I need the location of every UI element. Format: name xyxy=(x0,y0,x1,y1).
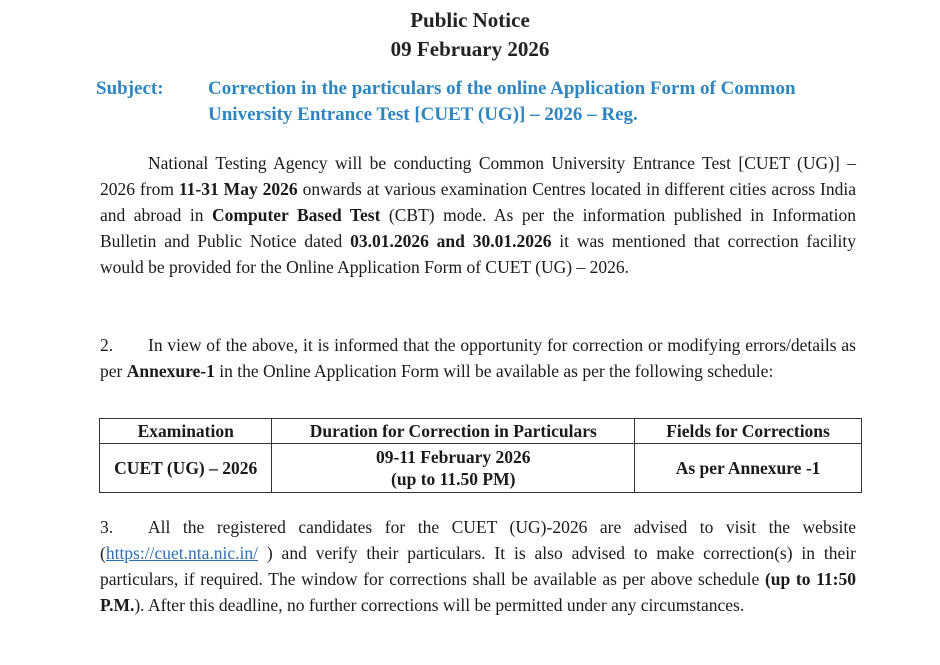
duration-time: (up to 11.50 PM) xyxy=(391,469,516,489)
p3-text: ) and verify their particulars. It is also advised to make correction(s) in their particulars, if required. The window for corrections shall be available as per above schedule xyxy=(100,543,856,589)
header-duration: Duration for Correction in Particulars xyxy=(272,419,635,444)
p1-text: National Testing Agency will be conducting Common University Entrance Test [CUET (UG)] – 2026 from xyxy=(100,153,856,199)
p3-text: All the registered candidates for the CUET (UG)-2026 are advised to visit the website ( xyxy=(100,517,856,563)
deadline-time: (up to 11:50 P.M. xyxy=(100,569,856,615)
cell-duration xyxy=(272,444,635,493)
header-fields: Fields for Corrections xyxy=(635,419,862,444)
p1-text: onwards at various examination Centres located in different cities across India and abroad in xyxy=(100,179,856,225)
notice-date: 09 February 2026 xyxy=(390,37,550,61)
p3-text: ). After this deadline, no further corrections will be permitted under any circumstances. xyxy=(134,595,745,615)
cuet-website-link[interactable]: https://cuet.nta.nic.in/ xyxy=(105,543,258,563)
p1-text: (CBT) mode. As per the information published in Information Bulletin and Public Notice dated xyxy=(100,205,856,251)
cell-examination: CUET (UG) – 2026 xyxy=(100,444,272,493)
p1-text: it was mentioned that correction facility would be provided for the Online Application Form of CUET (UG) – 2026. xyxy=(100,231,856,277)
cell-fields: As per Annexure -1 xyxy=(635,444,862,493)
paragraph-2 xyxy=(100,332,856,384)
paragraph-number: 3. xyxy=(100,517,114,537)
exam-mode: Computer Based Test xyxy=(212,205,381,225)
paragraph-number: 2. xyxy=(100,335,114,355)
notice-dates: 03.01.2026 and 30.01.2026 xyxy=(350,231,552,251)
subject-label: Subject: xyxy=(96,78,164,99)
correction-schedule-table xyxy=(99,418,862,493)
exam-dates: 11-31 May 2026 xyxy=(178,179,298,199)
paragraph-3 xyxy=(100,514,856,618)
header-examination: Examination xyxy=(100,419,272,444)
table-header-row xyxy=(100,419,862,444)
annexure-ref: Annexure-1 xyxy=(126,361,215,381)
subject-text: Correction in the particulars of the online Application Form of Common University Entrance Test [CUET (UG)] – 2026 – Reg. xyxy=(208,78,796,125)
paragraph-1 xyxy=(100,150,856,280)
p2-text: in the Online Application Form will be available as per the following schedule: xyxy=(214,361,774,381)
p2-text: In view of the above, it is informed that the opportunity for correction or modifying errors/details as per xyxy=(100,335,856,381)
duration-dates: 09-11 February 2026 xyxy=(375,447,531,467)
table-row xyxy=(100,444,862,493)
notice-title: Public Notice xyxy=(410,8,530,32)
